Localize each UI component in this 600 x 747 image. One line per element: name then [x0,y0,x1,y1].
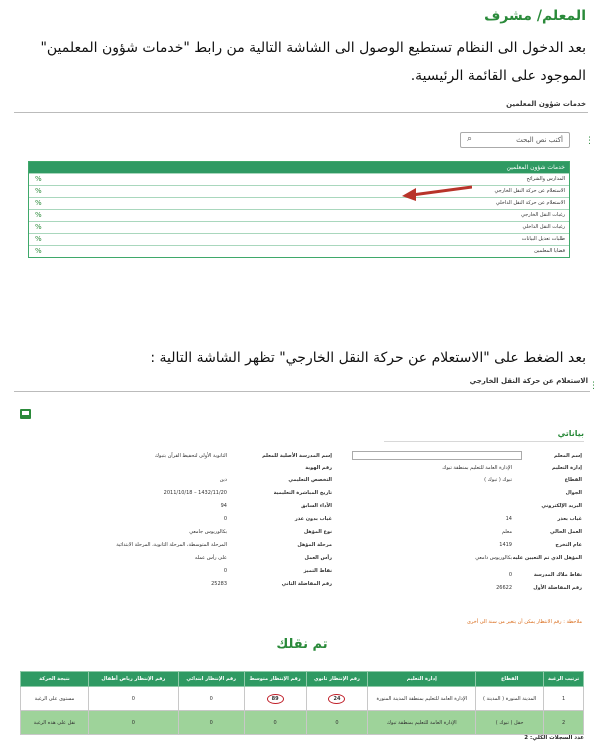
menu-item-label: الاستعلام عن حركة النقل الخارجي [494,188,565,194]
table-cell [244,687,306,711]
field-value: المرحلة المتوسطة، المرحلة الثانوية، المرحلة الابتدائية [116,542,227,548]
field-label: تاريخ المباشرة التعليمية [273,490,332,496]
menu-item[interactable] [29,209,569,221]
field-value: 0 [223,516,227,522]
field-label: إسم المعلم [553,453,582,459]
table-header-row [21,672,584,687]
field-label: غياب بعذر [557,516,582,522]
field-value: 26622 [496,585,512,591]
field-label: رقم المفاضلة الأول [533,585,582,591]
field-value: 1432/11/20 – 2011/10/18 [163,490,227,496]
field-value: بكالوريوس جامعي [189,529,227,535]
form-row [342,501,582,512]
screenshot-teacher-services [14,96,594,268]
field-value: تبوك ( تبوك ) [484,477,512,483]
form-row [342,553,582,564]
result-title: تم نقلك [276,637,328,652]
form-row [342,583,582,594]
column-header: رقم الإنتظار رياض أطفال [88,672,178,687]
table-cell: 0 [88,711,178,735]
field-value: على رأس عمله [194,555,227,561]
column-header: نتيجة الحركة [21,672,89,687]
table-cell: 0 [244,711,306,735]
teacher-name-field [352,451,522,460]
form-row [62,475,332,486]
field-label: مرحلة المؤهل [297,542,332,548]
menu-item-label: رغبات النقل الخارجي [520,212,565,218]
table-cell: 0 [88,687,178,711]
form-row [62,501,332,512]
menu-item-label: الاستعلام عن حركة النقل الداخلي [495,200,565,206]
table-cell [306,687,368,711]
field-label: إدارة التعليم [551,465,582,471]
form-row [342,475,582,486]
table-cell: الإدارة العامة للتعليم بمنطقة المدينة المنورة [368,687,476,711]
field-label: العمل الحالي [550,529,582,535]
form-row [62,579,332,590]
form-row [342,451,582,462]
menu-item-label: المدارس والشرائح [526,176,565,182]
menu-item[interactable] [29,233,569,245]
menu-header: خدمات شؤون المعلمين [29,162,569,173]
search-box[interactable] [460,132,570,148]
field-label: إسم المدرسة الأصلية للمعلم [262,453,332,459]
column-header: القطاع [476,672,544,687]
table-cell: 0 [306,711,368,735]
field-label: الأداء السابق [301,503,332,509]
field-value: 94 [220,503,227,509]
column-header: رقم الإنتظار ابتدائي [178,672,244,687]
table-row [21,687,584,711]
side-menu-toggle-icon[interactable]: ⋮ [589,381,598,391]
form-row [342,527,582,538]
field-label: المؤهل الذي تم التعيين عليه [512,555,582,561]
field-label: نقاط التميز [303,568,332,574]
menu-item[interactable] [29,245,569,257]
teacher-info-form [62,451,582,601]
table-cell: حقل ( تبوك ) [476,711,544,735]
form-row [62,527,332,538]
column-header: رقم الإنتظار ثانوي [306,672,368,687]
instruction-paragraph-1: بعد الدخول الى النظام تستطيع الوصول الى الشاشة التالية من رابط "خدمات شؤون المعلمين" الموجود على القائمة الرئيسية. [40,40,586,84]
field-label: نقاط ملاك المدرسة [533,572,582,578]
menu-item[interactable] [29,185,569,197]
field-label: نوع المؤهل [303,529,332,535]
title-divider [14,112,588,113]
field-label: القطاع [564,477,582,483]
table-cell: 2 [544,711,584,735]
menu-item[interactable] [29,221,569,233]
field-value: الثانوية الأولى لتحفيظ القرآن بتبوك [154,453,227,459]
field-value: 1419 [499,542,512,548]
print-icon[interactable] [20,409,31,419]
field-value: دين [219,477,227,483]
field-label: غياب بدون عذر [294,516,332,522]
field-label: عام التخرج [555,542,582,548]
highlighted-number: 89 [267,694,284,704]
form-row [62,553,332,564]
column-header: إدارة التعليم [368,672,476,687]
field-value: بكالوريوس دامعي [475,555,512,561]
form-row [62,451,332,462]
form-row [62,463,332,474]
field-label: التخصص التعليمي [288,477,332,483]
form-row [62,488,332,499]
screen-title: الاستعلام عن حركة النقل الخارجي [469,377,588,385]
field-label: رأس العمل [304,555,332,561]
link-icon: % [35,175,42,183]
link-icon: % [35,223,42,231]
field-value: 0 [223,568,227,574]
field-value: 0 [508,572,512,578]
screenshot-external-transfer [14,371,598,743]
search-placeholder: أكتب نص البحث [516,136,563,144]
form-row [62,514,332,525]
services-menu [28,161,570,258]
field-value: الإدارة العامة للتعليم بمنطقة تبوك [442,465,512,471]
menu-item[interactable] [29,173,569,185]
annotation-arrow-icon [402,183,472,201]
menu-item[interactable] [29,197,569,209]
waiting-number-note: ملاحظة : رقم الانتظار يمكن أن يتغير من سنة الى أخرى [466,619,582,625]
field-label: رقم المفاضلة الثاني [281,581,332,587]
field-label: الجوال [565,490,582,496]
page-heading: المعلم/ مشرف [484,8,586,24]
menu-item-label: قضايا المعلمين [534,248,565,254]
table-cell: 0 [178,687,244,711]
table-cell: الإدارة العامة للتعليم بمنطقة تبوك [368,711,476,735]
table-cell: نقل على هذه الرغبة [21,711,89,735]
menu-item-label: طلبات تعديل البيانات [521,236,565,242]
field-label: البريد الإلكتروني [541,503,582,509]
form-row [342,463,582,474]
table-cell: 0 [178,711,244,735]
highlighted-number: 24 [328,694,345,704]
instruction-paragraph-2: بعد الضغط على "الاستعلام عن حركة النقل الخارجي" تظهر الشاشة التالية : [150,350,586,366]
column-header: رقم الإنتظار متوسط [244,672,306,687]
link-icon: % [35,235,42,243]
table-cell: المدينة المنورة ( المدينة ) [476,687,544,711]
transfer-results-table [20,671,584,735]
field-value: معلم [501,529,512,535]
form-row [62,566,332,577]
title-divider [14,391,590,392]
link-icon: % [35,247,42,255]
menu-item-label: رغبات النقل الداخلي [522,224,565,230]
side-menu-toggle-icon[interactable]: ⋮ [585,136,594,146]
link-icon: % [35,211,42,219]
link-icon: % [35,199,42,207]
field-label: رقم الهوية [305,465,332,471]
table-row [21,711,584,735]
table-cell: 1 [544,687,584,711]
link-icon: % [35,187,42,195]
field-value: 25283 [211,581,227,587]
form-row [342,514,582,525]
column-header: ترتيب الرغبة [544,672,584,687]
form-row [62,540,332,551]
form-row [342,570,582,581]
search-icon[interactable]: ⌕ [467,134,473,144]
record-count: عدد السجلات الكلي: 2 [524,735,584,741]
field-value: 14 [505,516,512,522]
form-row [342,540,582,551]
screen-title: خدمات شؤون المعلمين [506,100,586,108]
form-row [342,488,582,499]
table-cell: مستوى على الرغبة [21,687,89,711]
section-divider [384,441,584,442]
section-title: بياناتي [557,429,584,438]
